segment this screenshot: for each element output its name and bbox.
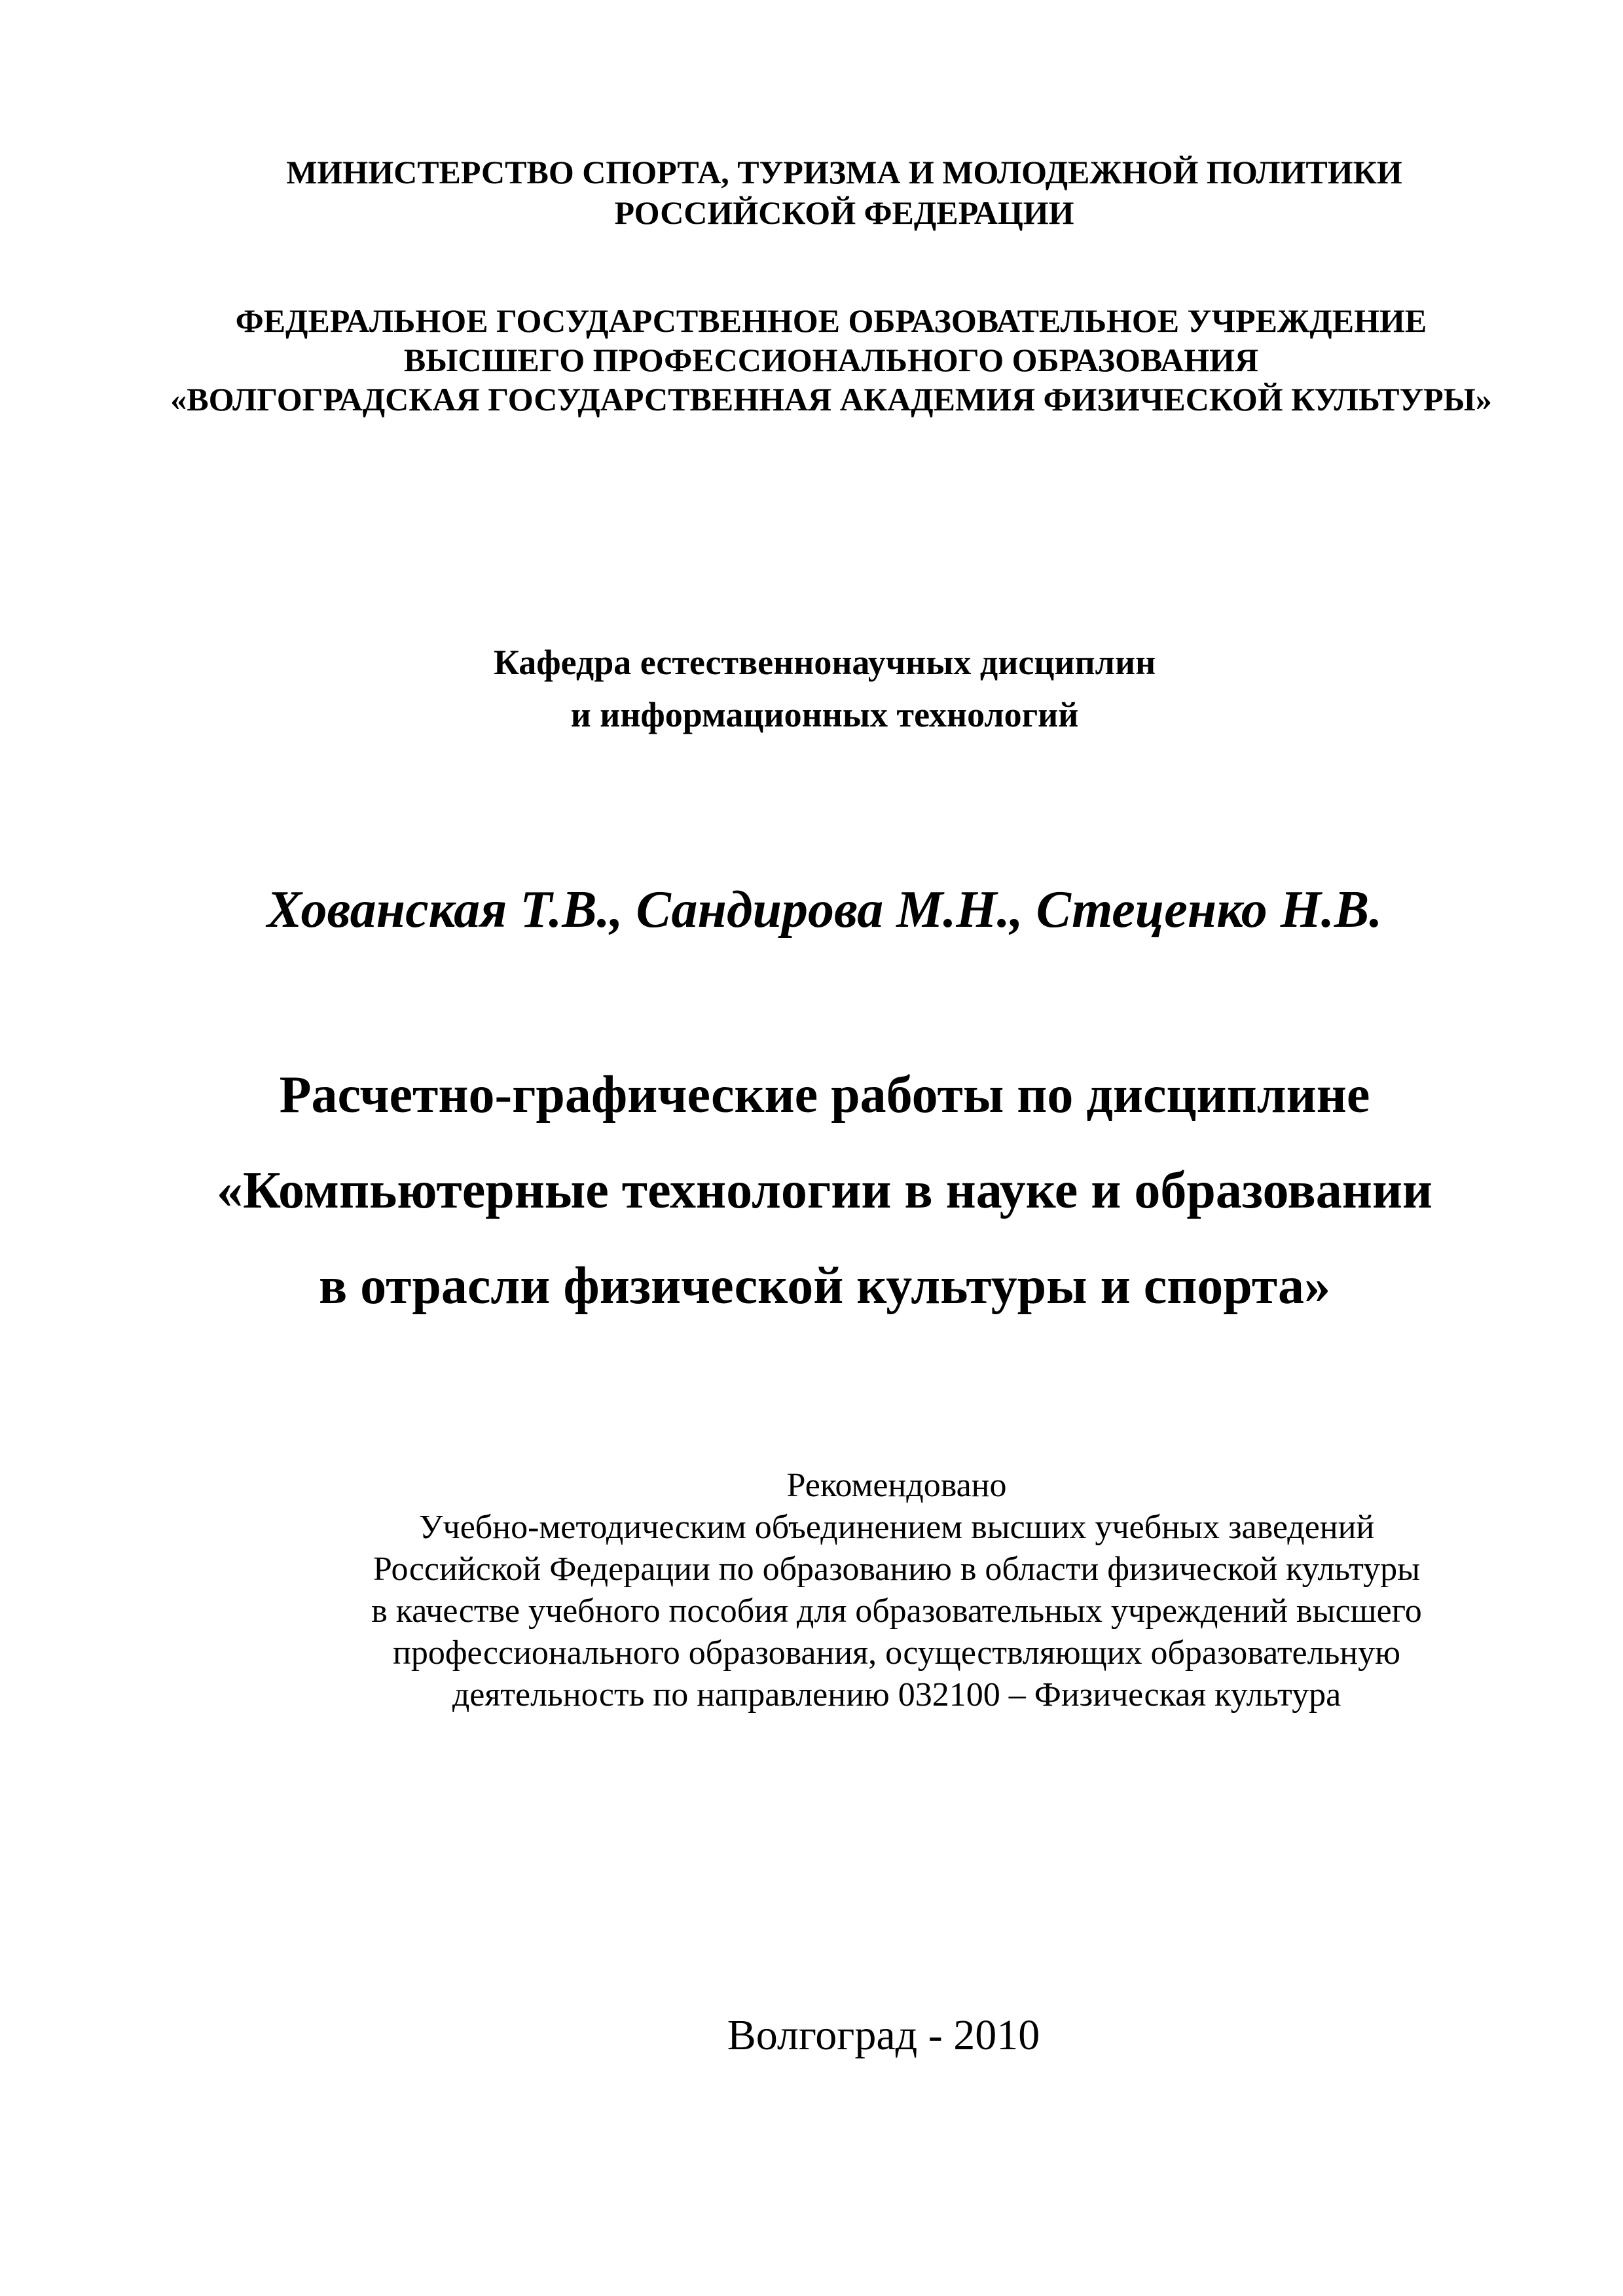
recommendation-line-5: профессионального образования, осуществляющих образовательную [393, 1634, 1400, 1672]
institution-line-3: «ВОЛГОГРАДСКАЯ ГОСУДАРСТВЕННАЯ АКАДЕМИЯ ФИЗИЧЕСКОЙ КУЛЬТУРЫ» [170, 381, 1492, 418]
authors [13, 877, 1623, 942]
city-year-line: Волгоград - 2010 [727, 2011, 1040, 2059]
recommendation-line-6: деятельность по направлению 032100 – Физическая культура [452, 1676, 1341, 1713]
title-line-1: Расчетно-графические работы по дисциплине [279, 1066, 1370, 1124]
institution-line-1: ФЕДЕРАЛЬНОЕ ГОСУДАРСТВЕННОЕ ОБРАЗОВАТЕЛЬНОЕ УЧРЕЖДЕНИЕ [235, 302, 1427, 339]
ministry-line-1: МИНИСТЕРСТВО СПОРТА, ТУРИЗМА И МОЛОДЕЖНОЙ ПОЛИТИКИ [286, 154, 1402, 190]
recommendation-line-2: Учебно-методическим объединением высших учебных заведений [418, 1509, 1375, 1546]
document-title [13, 1047, 1623, 1334]
recommendation [85, 1465, 1623, 1716]
recommendation-line-4: в качестве учебного пособия для образовательных учреждений высшего [371, 1592, 1422, 1630]
city-year [72, 2009, 1623, 2062]
recommendation-line-1: Рекомендовано [786, 1467, 1007, 1504]
institution-line-2: ВЫСШЕГО ПРОФЕССИОНАЛЬНОГО ОБРАЗОВАНИЯ [403, 342, 1259, 378]
recommendation-line-3: Российской Федерации по образованию в области физической культуры [373, 1551, 1421, 1588]
title-line-2: «Компьютерные технологии в науке и образовании [216, 1162, 1433, 1219]
title-line-3: в отрасли физической культуры и спорта» [318, 1257, 1331, 1315]
authors-line: Хованская Т.В., Сандирова М.Н., Стеценко Н.В. [266, 881, 1383, 939]
department-line-2: и информационных технологий [570, 695, 1079, 734]
department [13, 636, 1623, 741]
department-line-1: Кафедра естественнонаучных дисциплин [493, 643, 1156, 682]
ministry-line-2: РОССИЙСКОЙ ФЕДЕРАЦИИ [614, 194, 1074, 231]
ministry-header [33, 152, 1623, 233]
institution-header [20, 301, 1623, 419]
